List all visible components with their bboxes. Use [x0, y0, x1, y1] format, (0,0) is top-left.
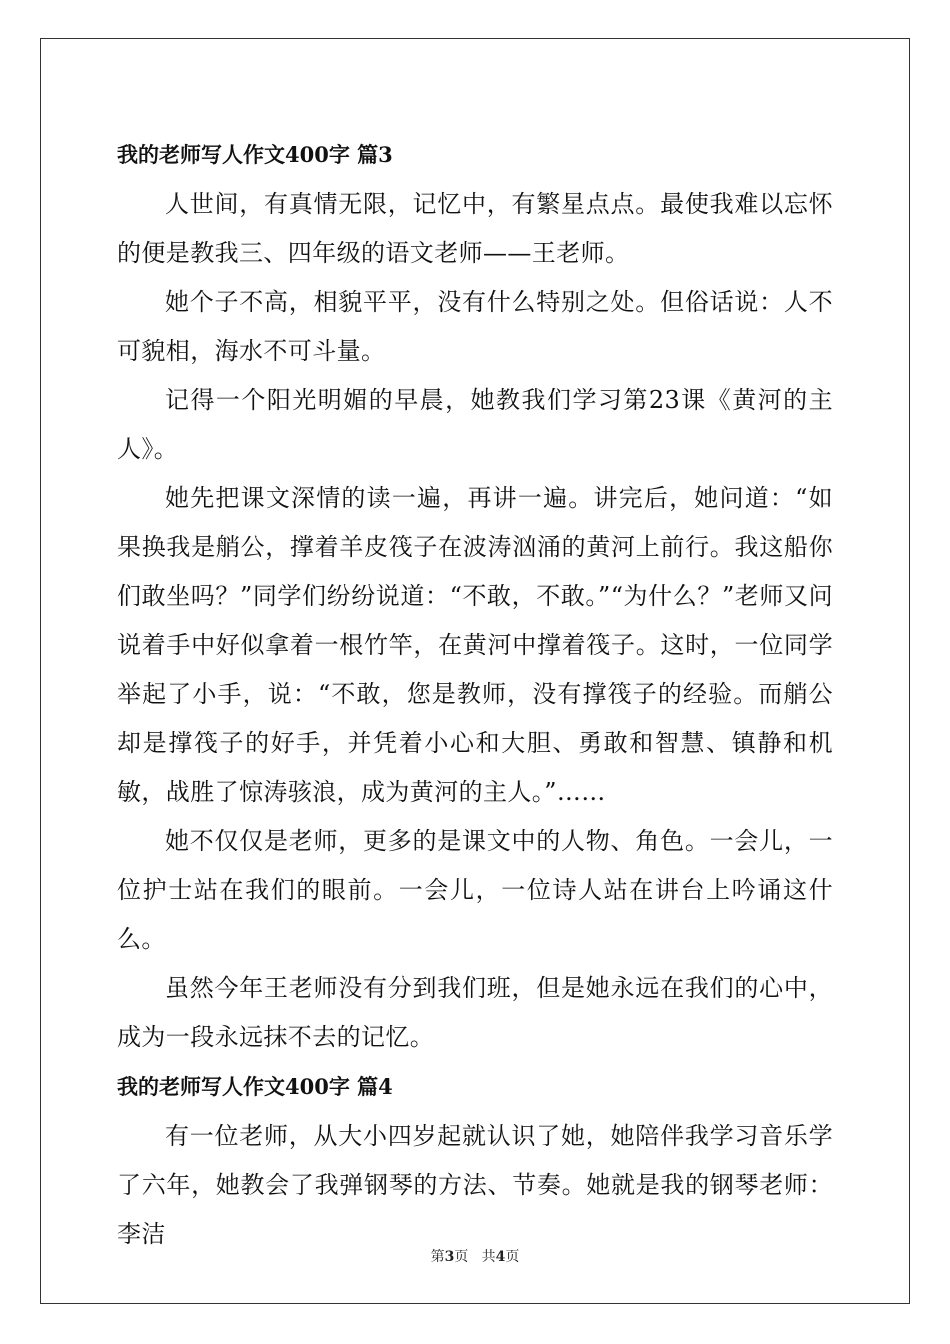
total-pages: 4: [495, 1249, 506, 1265]
page-prefix: 第: [430, 1249, 445, 1265]
page-suffix: 页: [454, 1249, 469, 1265]
paragraph: 记得一个阳光明媚的早晨，她教我们学习第23课《黄河的主人》。: [117, 386, 833, 463]
paragraph: 人世间，有真情无限，记忆中，有繁星点点。最使我难以忘怀的便是教我三、四年级的语文老师——王老师。: [117, 190, 833, 267]
document-body: [117, 130, 833, 1259]
paragraph: 她先把课文深情的读一遍，再讲一遍。讲完后，她问道：“如果换我是艄公，撑着羊皮筏子在波涛汹涌的黄河上前行。我这船你们敢坐吗？”同学们纷纷说道：“不敢，不敢。”“为什么？”老师又问说着手中好似拿着一根竹竿，在黄河中撑着筏子。这时，一位同学举起了小手，说：“不敢，您是教师，没有撑筏子的经验。而艄公却是撑筏子的好手，并凭着小心和大胆、勇敢和智慧、镇静和机敏，战胜了惊涛骇浪，成为黄河的主人。”……: [117, 484, 833, 806]
total-suffix: 页: [505, 1249, 520, 1265]
paragraph: 她不仅仅是老师，更多的是课文中的人物、角色。一会儿，一位护士站在我们的眼前。一会儿，一位诗人站在讲台上吟诵这什么。: [117, 827, 833, 953]
paragraph: 虽然今年王老师没有分到我们班，但是她永远在我们的心中，成为一段永远抹不去的记忆。: [117, 974, 833, 1051]
total-prefix: 共: [481, 1249, 496, 1265]
paragraph: 她个子不高，相貌平平，没有什么特别之处。但俗话说：人不可貌相，海水不可斗量。: [117, 288, 833, 365]
page-footer: [0, 1246, 950, 1266]
section-heading: 我的老师写人作文400字 篇4: [117, 1074, 393, 1099]
page-number: 3: [444, 1249, 455, 1265]
section-heading: 我的老师写人作文400字 篇3: [117, 142, 393, 167]
paragraph: 有一位老师，从大小四岁起就认识了她，她陪伴我学习音乐学了六年，她教会了我弹钢琴的方法、节奏。她就是我的钢琴老师：李洁: [117, 1122, 833, 1248]
